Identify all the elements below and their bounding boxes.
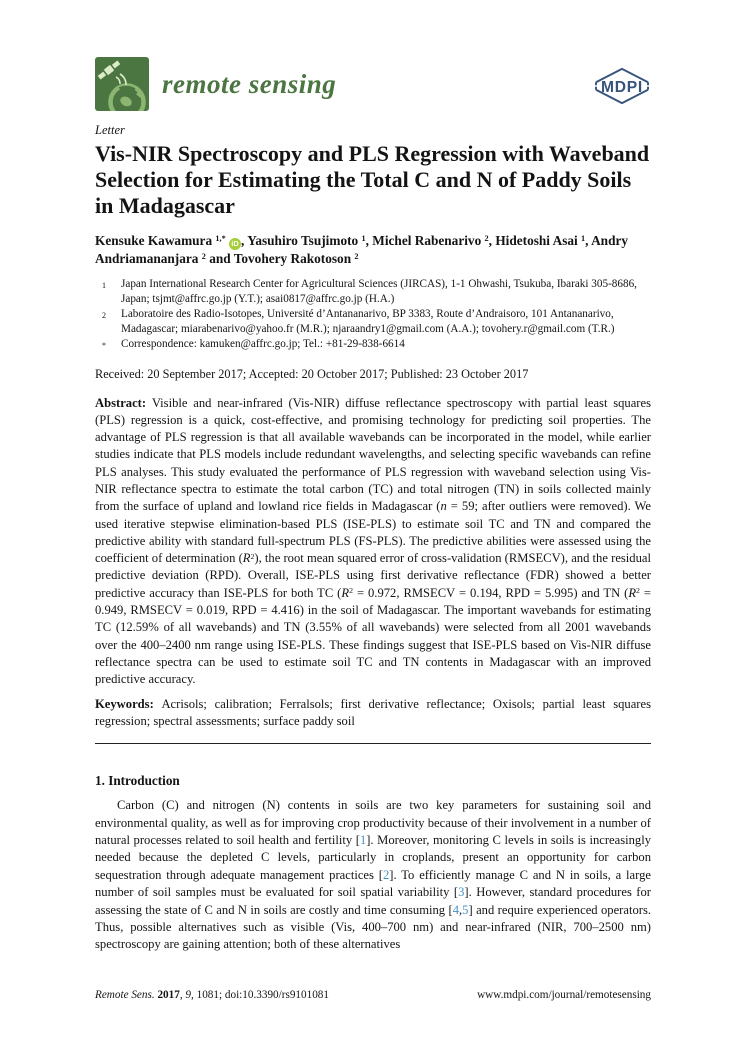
footer-citation [95, 989, 329, 1001]
authors-line [95, 232, 651, 268]
footer-journal-url[interactable]: www.mdpi.com/journal/remotesensing [477, 989, 651, 1001]
text-run: 2 [201, 252, 206, 262]
text-run: ] and require experienced operators. Thus, possible alternatives such as visible (Vis, 400–700 nm) and near-infrared (NIR, 700–2500 nm) spectroscopy are gaining attention; both of these alternatives [95, 902, 652, 952]
text-run: ]. To efficiently manage C and N in soils, a large number of soil samples must be evaluated for soil spatial variability [ [95, 867, 651, 900]
section-heading-introduction: 1. Introduction [95, 773, 180, 789]
affiliation-text: Japan International Research Center for Agricultural Sciences (JIRCAS), 1-1 Ohwashi, Tsukuba, Ibaraki 305-8686, Japan; tsjmt@affrc.go.jp (Y.T.); asai0817@affrc.go.jp (H.A.) [121, 277, 637, 305]
text-run: , [179, 989, 186, 1001]
text-run: 9 [185, 989, 192, 1001]
affiliation-item [95, 307, 651, 337]
text-run: , [459, 902, 463, 917]
text-run: 2 [484, 234, 489, 244]
text-run: 2 [636, 586, 640, 596]
text-run: 2 [250, 551, 255, 561]
author-name: , Hidetoshi Asai [488, 233, 582, 248]
citation-link[interactable]: 5 [462, 902, 469, 917]
mdpi-logo-text: MDPI [601, 78, 643, 96]
intro-paragraph [95, 797, 651, 954]
page-title: Vis-NIR Spectroscopy and PLS Regression with Waveband Selection for Estimating the Total C and N of Paddy Soils in Madagascar [95, 141, 650, 218]
author-name: , Andry Andriamananjara [95, 233, 629, 266]
text-run: 1 [361, 234, 366, 244]
journal-name: remote sensing [162, 68, 337, 99]
author-name: , Michel Rabenarivo [365, 233, 485, 248]
keywords-paragraph [95, 696, 651, 731]
text-run: 1,* [215, 234, 226, 244]
author-name: , Yasuhiro Tsujimoto [241, 233, 362, 248]
text-run: = 59; after outliers were removed). We used iterative stepwise elimination-based PLS (ISE-PLS) to estimate soil TC and TN and compared the predictive ability with standard full-spectrum PLS (FS-PLS). The predictive abilities were assessed using the coefficient of determination ( [95, 499, 651, 566]
text-run: 2 [349, 586, 353, 596]
text-run: = 0.949, RMSECV = 0.019, RPD = 4.416) in the soil of Madagascar. The important wavebands for estimating TC (12.59% of all wavebands) and TN (3.55% of all wavebands) were selected from all 2001 wavebands over the 400–2400 nm range using ISE-PLS. These findings suggest that ISE-PLS based on Vis-NIR diffuse reflectance spectra can be used to estimate soil TC and TN contents in Madagascar with an improved predictive accuracy. [95, 585, 651, 687]
remote-sensing-logo-icon [95, 57, 149, 111]
keywords-label: Keywords: [95, 696, 162, 711]
abstract-paragraph [95, 395, 651, 689]
text-run: R [242, 551, 251, 566]
page-footer [95, 989, 651, 1001]
affiliation-item [95, 277, 651, 307]
article-type-label: Letter [95, 123, 125, 137]
dates-line: Received: 20 September 2017; Accepted: 20 October 2017; Published: 23 October 2017 [95, 366, 529, 381]
author-name: and Tovohery Rakotoson [205, 251, 355, 266]
mdpi-logo [593, 65, 651, 107]
text-run: n [440, 499, 447, 514]
text-run: Visible and near-infrared (Vis-NIR) diffuse reflectance spectroscopy with partial least squares (PLS) regression is a quick, cost-effective, and promising technology for predicting soil properties. The advantage of PLS regression is that all available wavebands can be incorporated in the model, while earlier studies indicate that PLS models include redundant wavelengths, and selecting specific wavebands can refine PLS analyses. This study evaluated the performance of PLS regression with waveband selection using Vis-NIR reflectance spectra to estimate the total carbon (TC) and total nitrogen (TN) in soils collected mainly from the surface of upland and lowland rice fields in Madagascar ( [95, 395, 651, 514]
journal-logo [95, 57, 336, 111]
text-run: 2017 [157, 989, 180, 1001]
text-run: ]. Moreover, monitoring C levels in soils is increasingly needed because the depleted C levels, particularly in croplands, present an opportunity for carbon sequestration through adequate management practices [ [95, 832, 651, 882]
citation-link[interactable]: 1 [359, 832, 367, 847]
affiliation-marker: 1 [102, 280, 106, 290]
text-run: ), the root mean squared error of cross-validation (RMSECV), and the residual predictive deviation (RPD). Overall, ISE-PLS using first derivative reflectance (FDR) showed a better predictive accuracy than ISE-PLS for both TC ( [95, 551, 651, 600]
text-run: ]. However, standard procedures for assessing the state of C and N in soils are costly and time consuming [ [95, 885, 651, 917]
affiliation-marker: 2 [102, 310, 106, 320]
text-run: Acrisols; calibration; Ferralsols; first derivative reflectance; Oxisols; partial least squares regression; spectral assessments; surface paddy soil [95, 696, 651, 728]
text-run: 2 [354, 252, 359, 262]
orcid-icon[interactable]: iD [229, 238, 241, 250]
text-run: Remote Sens. [95, 989, 158, 1001]
correspondence-text: Correspondence: kamuken@affrc.go.jp; Tel.: +81-29-838-6614 [121, 337, 405, 350]
author-name: Kensuke Kawamura [95, 233, 216, 248]
text-run: = 0.972, RMSECV = 0.194, RPD = 5.995) and TN ( [353, 585, 629, 600]
correspondence-marker: * [102, 340, 106, 350]
text-run: , 1081; doi:10.3390/rs9101081 [191, 989, 329, 1001]
affiliations-block [95, 277, 651, 353]
abstract-label: Abstract: [95, 395, 152, 410]
correspondence-item [95, 337, 651, 353]
text-run: 1 [581, 234, 586, 244]
affiliation-text: Laboratoire des Radio-Isotopes, Université d’Antananarivo, BP 3383, Route d’Andraisoro, 101 Antananarivo, Madagascar; miarabenarivo@yahoo.fr (M.R.); njaraandry1@gmail.com (A.A.); tovohery.r@gmail.com (T.R.) [121, 307, 615, 335]
text-run: Carbon (C) and nitrogen (N) contents in soils are two key parameters for sustaining soil and environmental quality, as well as for improving crop productivity because of their involvement in a number of natural processes related to soil health and fertility [ [95, 798, 651, 847]
section-divider [95, 743, 651, 744]
citation-link[interactable]: 3 [458, 885, 465, 900]
text-run: R [341, 585, 350, 600]
masthead [95, 57, 651, 111]
text-run: R [628, 585, 637, 600]
citation-link[interactable]: 4 [452, 902, 460, 917]
citation-link[interactable]: 2 [382, 867, 390, 882]
